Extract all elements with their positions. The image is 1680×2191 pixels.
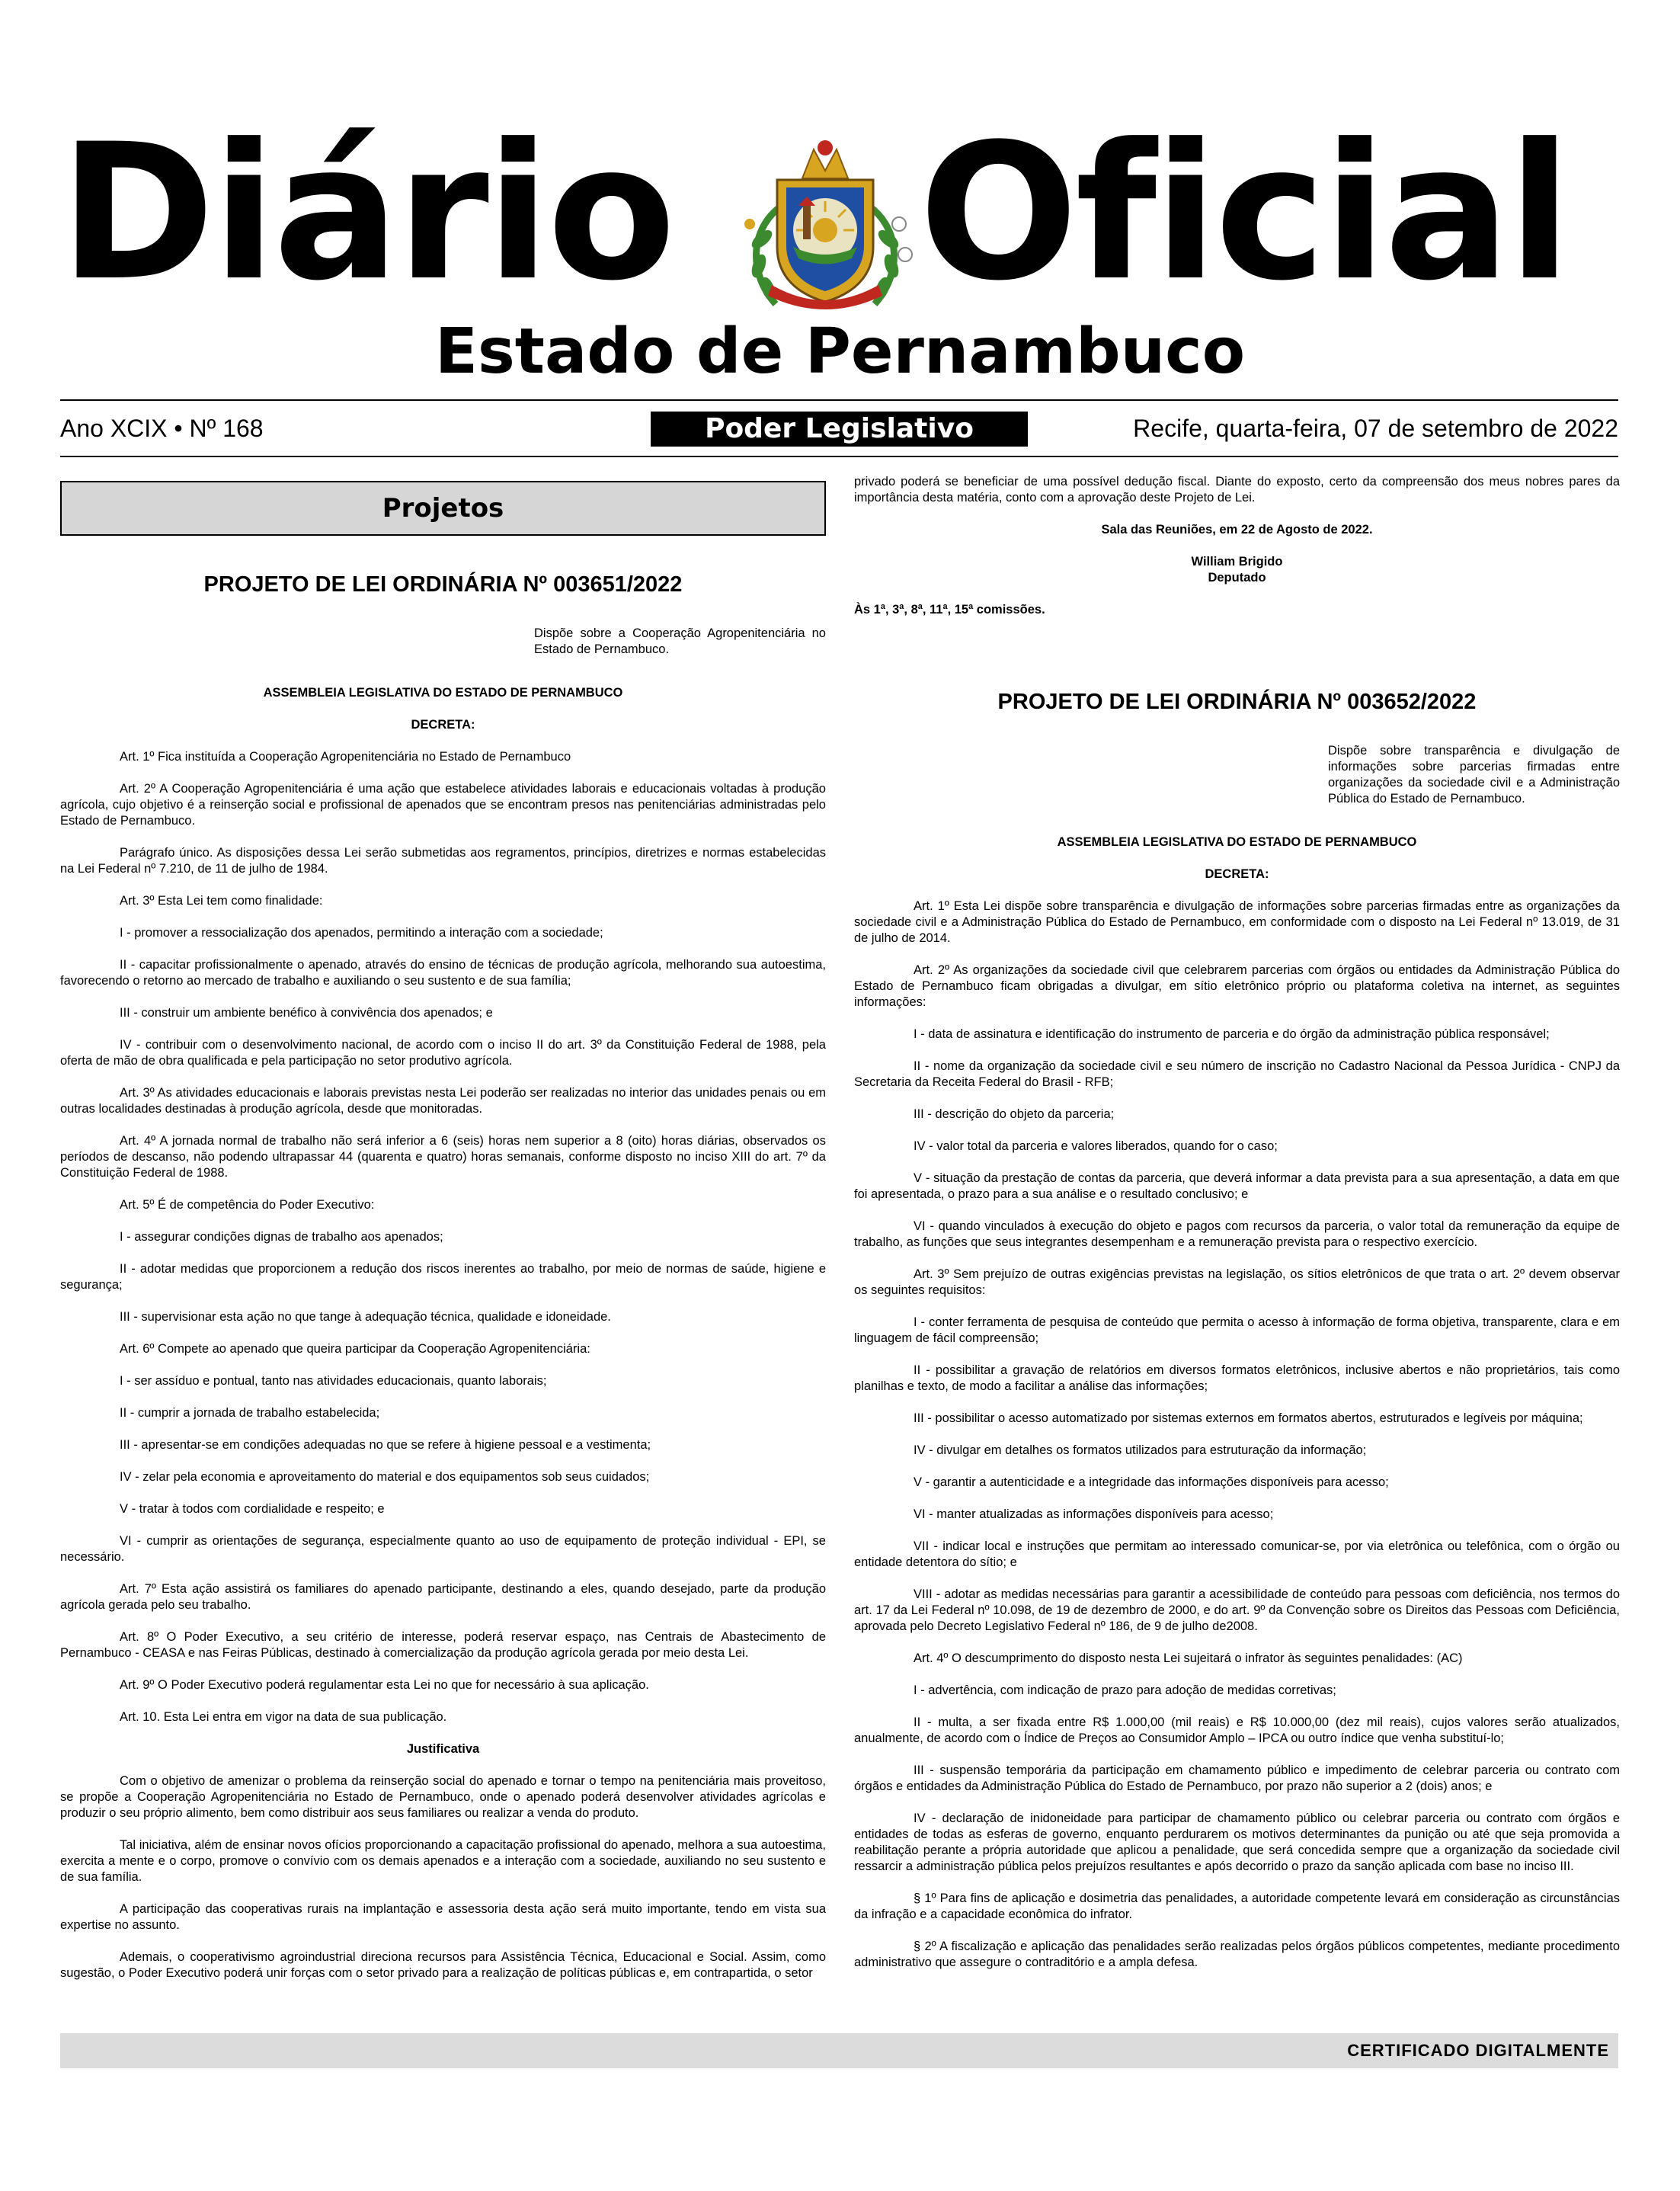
paragraph: I - assegurar condições dignas de trabalho aos apenados; <box>120 1230 443 1244</box>
paragraph: Art. 8º O Poder Executivo, a seu critério de interesse, poderá reservar espaço, nas Centrais de Abastecimento de Pernambuco - CEASA e nas Feiras Públicas, destinado à comercialização da produção agrícola gerada por meio desta Lei. <box>60 1630 826 1660</box>
paragraph: III - supervisionar esta ação no que tange à adequação técnica, qualidade e idoneidade. <box>120 1310 611 1324</box>
assembly-heading: ASSEMBLEIA LEGISLATIVA DO ESTADO DE PERNAMBUCO <box>1057 835 1417 849</box>
paragraph: V - situação da prestação de contas da parceria, que deverá informar a data prevista para a sua apresentação, a data em que foi apresentada, o prazo para a sua análise e o resultado conclusivo; e <box>854 1171 1620 1201</box>
paragraph: Art. 3º As atividades educacionais e laborais previstas nesta Lei poderão ser realizadas no interior das unidades penais ou em outras localidades destinadas à produção agrícola, desde que monitoradas. <box>60 1086 826 1116</box>
paragraph: Art. 6º Compete ao apenado que queira participar da Cooperação Agropenitenciária: <box>120 1342 590 1356</box>
paragraph: § 2º A fiscalização e aplicação das penalidades serão realizadas pelos órgãos públicos competentes, mediante procedimento administrativo que assegure o contraditório e a ampla defesa. <box>854 1940 1620 1969</box>
left-column <box>60 474 826 1997</box>
paragraph: Art. 2º A Cooperação Agropenitenciária é uma ação que estabelece atividades laborais e educacionais voltadas à produção agrícola, cujo objetivo é a reinserção social e profissional de apenados que se encontram presos nas penitenciárias administradas pelo Estado de Pernambuco. <box>60 782 826 828</box>
section-label: Poder Legislativo <box>651 412 1028 447</box>
bill-ementa-003652: Dispõe sobre transparência e divulgação de informações sobre parcerias firmadas entre organizações da sociedade civil e a Administração Pública do Estado de Pernambuco. <box>1328 744 1620 806</box>
info-bar <box>60 404 1618 453</box>
sala-das-reunioes: Sala das Reuniões, em 22 de Agosto de 2022. <box>1101 523 1373 537</box>
paragraph: Art. 3º Sem prejuízo de outras exigências previstas na legislação, os sítios eletrônicos de que trata o art. 2º devem observar os seguintes requisitos: <box>854 1267 1620 1297</box>
masthead <box>0 104 1680 322</box>
assembly-heading: ASSEMBLEIA LEGISLATIVA DO ESTADO DE PERNAMBUCO <box>263 686 623 700</box>
commissions-note: Às 1ª, 3ª, 8ª, 11ª, 15ª comissões. <box>854 603 1045 617</box>
paragraph: V - tratar à todos com cordialidade e respeito; e <box>120 1502 385 1516</box>
paragraph: II - cumprir a jornada de trabalho estabelecida; <box>120 1406 380 1420</box>
bill-ementa-003651: Dispõe sobre a Cooperação Agropenitenciária no Estado de Pernambuco. <box>534 626 826 656</box>
paragraph: III - possibilitar o acesso automatizado por sistemas externos em formatos abertos, estruturados e legíveis por máquina; <box>914 1411 1583 1425</box>
paragraph: Art. 10. Esta Lei entra em vigor na data de sua publicação. <box>120 1710 447 1724</box>
masthead-title-right: Oficial <box>919 104 1569 322</box>
pernambuco-coat-of-arms-icon <box>730 133 920 312</box>
paragraph: I - conter ferramenta de pesquisa de conteúdo que permita o acesso à informação de forma objetiva, transparente, clara e em linguagem de fácil compreensão; <box>854 1315 1620 1345</box>
bill1-articles <box>60 749 826 1725</box>
paragraph: IV - zelar pela economia e aproveitamento do material e dos equipamentos sob seus cuidados; <box>120 1470 650 1484</box>
signature-role: Deputado <box>1208 571 1266 585</box>
paragraph: Art. 4º O descumprimento do disposto nesta Lei sujeitará o infrator às seguintes penalidades: (AC) <box>914 1651 1463 1665</box>
paragraph: VI - quando vinculados à execução do objeto e pagos com recursos da parceria, o valor total da remuneração da equipe de trabalho, as funções que seus integrantes desempenham e a remuneração prevista para o respectivo exercício. <box>854 1219 1620 1249</box>
paragraph: Art. 4º A jornada normal de trabalho não será inferior a 6 (seis) horas nem superior a 8 (oito) horas diárias, observados os períodos de descanso, não podendo ultrapassar 44 (quarenta e quatro) horas semanais, conforme disposto no inciso XIII do art. 7º da Constituição Federal de 1988. <box>60 1134 826 1180</box>
justificativa-continuation: privado poderá se beneficiar de uma possível dedução fiscal. Diante do exposto, certo da compreensão dos meus nobres pares da importância desta matéria, conto com a aprovação deste Projeto de Lei. <box>854 475 1620 505</box>
justificativa-heading: Justificativa <box>406 1742 480 1756</box>
paragraph: III - apresentar-se em condições adequadas no que se refere à higiene pessoal e a vestimenta; <box>120 1438 651 1452</box>
paragraph: III - suspensão temporária da participação em chamamento público e impedimento de celebrar parceria ou contrato com órgãos e entidades da Administração Pública do Estado de Pernambuco, por prazo não superior a 2 (dois) anos; e <box>854 1763 1620 1793</box>
edition-number: Ano XCIX • Nº 168 <box>60 415 264 442</box>
paragraph: Art. 5º É de competência do Poder Executivo: <box>120 1198 375 1212</box>
paragraph: A participação das cooperativas rurais na implantação e assessoria desta ação será muito importante, tendo em vista sua expertise no assunto. <box>60 1902 826 1932</box>
bottom-rule <box>60 456 1618 457</box>
masthead-subtitle: Estado de Pernambuco <box>434 316 1246 388</box>
bill2-articles <box>854 899 1620 1971</box>
paragraph: II - nome da organização da sociedade civil e seu número de inscrição no Cadastro Nacional da Pessoa Jurídica - CNPJ da Secretaria da Receita Federal do Brasil - RFB; <box>854 1059 1620 1089</box>
paragraph: IV - divulgar em detalhes os formatos utilizados para estruturação da informação; <box>914 1443 1367 1457</box>
paragraph: Com o objetivo de amenizar o problema da reinserção social do apenado e tornar o tempo na penitenciária mais proveitoso, se propõe a Cooperação Agropenitenciária no Estado de Pernambuco, onde o apenado poderá desenvolver atividades agrícolas e produzir o seu próprio alimento, bem como distribuir aos seus familiares ou realizar a venda do produto. <box>60 1774 826 1820</box>
paragraph: II - multa, a ser fixada entre R$ 1.000,00 (mil reais) e R$ 10.000,00 (dez mil reais), cujos valores serão atualizados, anualmente, de acordo com o Índice de Preços ao Consumidor Amplo – IPCA ou outro índice que venha substituí-lo; <box>854 1715 1620 1745</box>
paragraph: II - adotar medidas que proporcionem a redução dos riscos inerentes ao trabalho, por meio de normas de saúde, higiene e segurança; <box>60 1262 826 1292</box>
paragraph: I - data de assinatura e identificação do instrumento de parceria e do órgão da administração pública responsável; <box>914 1027 1550 1041</box>
paragraph: IV - declaração de inidoneidade para participar de chamamento público ou celebrar parceria ou contrato com órgãos e entidades de todas as esferas de governo, enquanto perdurarem os motivos determinantes da punição ou até que seja promovida a reabilitação perante a própria autoridade que aplicou a penalidade, que será concedida sempre que a organização da sociedade civil ressarcir a administração pública pelos prejuízos resultantes e após decorrido o prazo da sanção aplicada com base no inciso III. <box>854 1811 1620 1873</box>
paragraph: II - possibilitar a gravação de relatórios em diversos formatos eletrônicos, inclusive abertos e não proprietários, tais como planilhas e texto, de modo a facilitar a análise das informações; <box>854 1363 1620 1393</box>
paragraph: Art. 3º Esta Lei tem como finalidade: <box>120 894 323 908</box>
paragraph: IV - valor total da parceria e valores liberados, quando for o caso; <box>914 1139 1278 1153</box>
footer-bar <box>60 2033 1618 2068</box>
decreta-heading: DECRETA: <box>411 718 475 732</box>
decreta-heading: DECRETA: <box>1205 867 1269 881</box>
bill1-justificativa <box>60 1773 826 1981</box>
paragraph: I - promover a ressocialização dos apenados, permitindo a interação com a sociedade; <box>120 926 603 940</box>
paragraph: Ademais, o cooperativismo agroindustrial direciona recursos para Assistência Técnica, Educacional e Social. Assim, como sugestão, o Poder Executivo poderá unir forças com o setor privado para a realização de políticas públicas e, em contrapartida, o setor <box>60 1950 826 1980</box>
paragraph: V - garantir a autenticidade e a integridade das informações disponíveis para acesso; <box>914 1475 1389 1489</box>
paragraph: Art. 9º O Poder Executivo poderá regulamentar esta Lei no que for necessário à sua aplicação. <box>120 1678 649 1692</box>
paragraph: VI - manter atualizadas as informações disponíveis para acesso; <box>914 1507 1274 1521</box>
paragraph: Art. 7º Esta ação assistirá os familiares do apenado participante, destinando a eles, quando desejado, parte da produção agrícola gerada pelo seu trabalho. <box>60 1582 826 1612</box>
top-rule <box>60 399 1618 401</box>
paragraph: IV - contribuir com o desenvolvimento nacional, de acordo com o inciso II do art. 3º da Constituição Federal de 1988, pela oferta de mão de obra qualificada e pela participação no setor produtivo agrícola. <box>60 1038 826 1068</box>
paragraph: III - descrição do objeto da parceria; <box>914 1107 1115 1121</box>
paragraph: VIII - adotar as medidas necessárias para garantir a acessibilidade de conteúdo para pessoas com deficiência, nos termos do art. 17 da Lei Federal nº 10.098, de 19 de dezembro de 2000, e do art. 9º da Convenção sobre os Direitos das Pessoas com Deficiência, aprovada pelo Decreto Legislativo Federal nº 186, de 9 de julho de2008. <box>854 1587 1620 1633</box>
paragraph: Art. 1º Fica instituída a Cooperação Agropenitenciária no Estado de Pernambuco <box>120 750 571 764</box>
paragraph: Tal iniciativa, além de ensinar novos ofícios proporcionando a capacitação profissional do apenado, melhora a sua autoestima, exercita a mente e o corpo, promove o convívio com os demais apenados e a interação com a sociedade, auxiliando no seu sustento e de sua família. <box>60 1838 826 1884</box>
paragraph: VII - indicar local e instruções que permitam ao interessado comunicar-se, por via eletrônica ou telefônica, com o órgão ou entidade detentora do sítio; e <box>854 1539 1620 1569</box>
paragraph: Parágrafo único. As disposições dessa Lei serão submetidas aos regramentos, princípios, diretrizes e normas estabelecidas na Lei Federal nº 7.210, de 11 de julho de 1984. <box>60 846 826 876</box>
signature-name: William Brigido <box>1191 555 1283 569</box>
paragraph: II - capacitar profissionalmente o apenado, através do ensino de técnicas de produção agrícola, melhorando sua autoestima, favorecendo o retorno ao mercado de trabalho e auxiliando o seu sustento e de sua família; <box>60 958 826 988</box>
paragraph: VI - cumprir as orientações de segurança, especialmente quanto ao uso de equipamento de proteção individual - EPI, se necessário. <box>60 1534 826 1564</box>
paragraph: I - advertência, com indicação de prazo para adoção de medidas corretivas; <box>914 1683 1336 1697</box>
paragraph: Art. 1º Esta Lei dispõe sobre transparência e divulgação de informações sobre parcerias firmadas entre as organizações da sociedade civil e a Administração Pública do Estado de Pernambuco, em conformidade com o disposto na Lei Federal nº 13.019, de 31 de julho de 2014. <box>854 899 1620 945</box>
masthead-title-left: Diário <box>59 104 674 322</box>
right-column <box>854 474 1620 1987</box>
bill-title-003652: PROJETO DE LEI ORDINÁRIA Nº 003652/2022 <box>997 690 1477 714</box>
paragraph: III - construir um ambiente benéfico à convivência dos apenados; e <box>120 1006 493 1020</box>
paragraph: § 1º Para fins de aplicação e dosimetria das penalidades, a autoridade competente levará em consideração as circunstâncias da infração e a capacidade econômica do infrator. <box>854 1891 1620 1921</box>
paragraph: I - ser assíduo e pontual, tanto nas atividades educacionais, quanto laborais; <box>120 1374 547 1388</box>
publication-date: Recife, quarta-feira, 07 de setembro de 2022 <box>1133 415 1618 442</box>
paragraph: Art. 2º As organizações da sociedade civil que celebrarem parcerias com órgãos ou entidades da Administração Pública do Estado de Pernambuco ficam obrigadas a divulgar, em sítio eletrônico próprio ou plataforma coletiva na internet, as seguintes informações: <box>854 963 1620 1009</box>
section-header-projetos: Projetos <box>60 481 826 536</box>
bill-title-003651: PROJETO DE LEI ORDINÁRIA Nº 003651/2022 <box>203 572 683 597</box>
digital-certificate-label: CERTIFICADO DIGITALMENTE <box>1347 2041 1609 2060</box>
